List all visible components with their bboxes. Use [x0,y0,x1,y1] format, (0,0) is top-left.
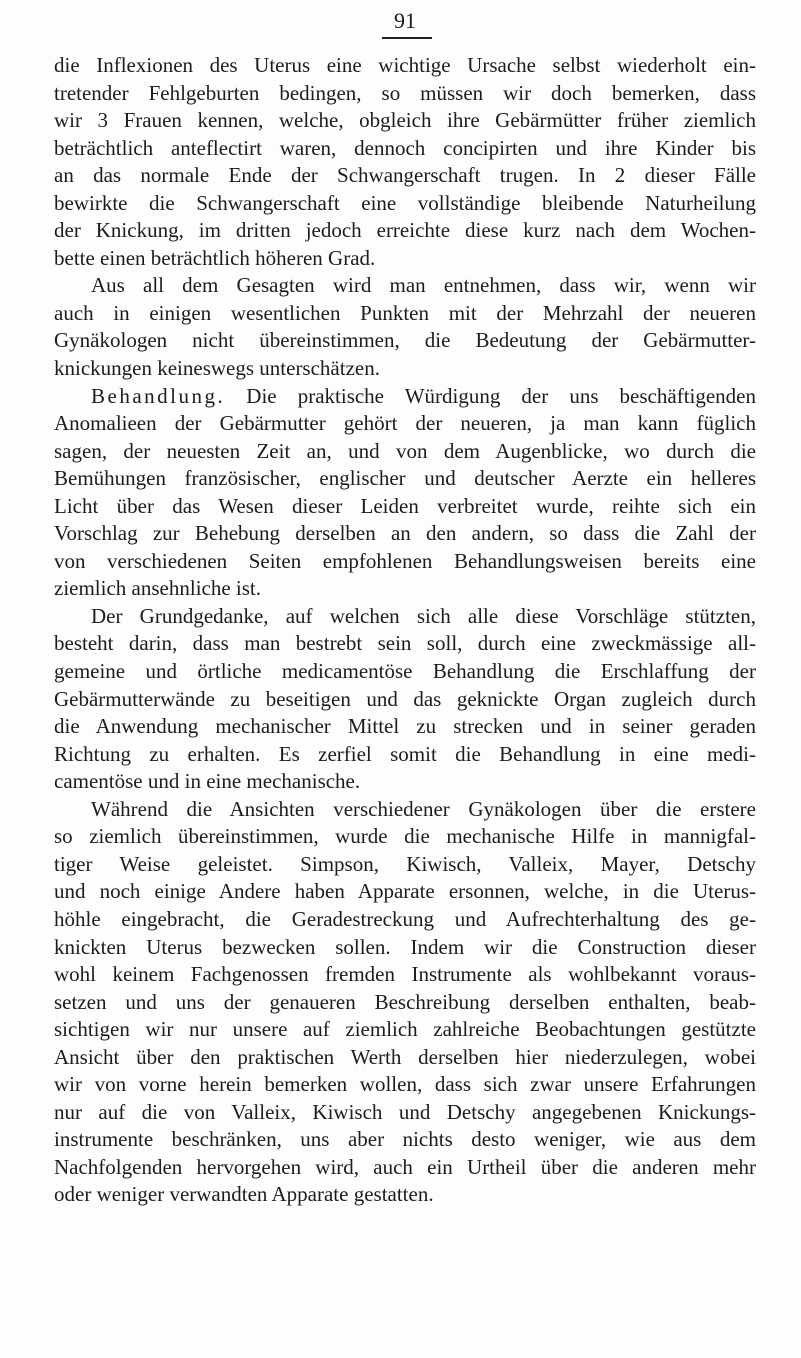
text-line: wir von vorne herein bemerken wollen, dass sich zwar unsere Erfahrungen [54,1072,756,1097]
text-line-rest: Die praktische Würdigung der uns beschäftigenden [225,383,756,408]
text-line: tretender Fehlgeburten bedingen, so müssen wir doch bemerken, dass [54,80,756,105]
text-line: Richtung zu erhalten. Es zerfiel somit die Behandlung in eine medi- [54,741,756,766]
page-number-underline [382,37,432,39]
text-line: und noch einige Andere haben Apparate ersonnen, welche, in die Uterus- [54,879,756,904]
text-line [54,383,756,411]
text-line: knickten Uterus bezwecken sollen. Indem wir die Construction dieser [54,934,756,959]
text-line: besteht darin, dass man bestrebt sein soll, durch eine zweckmässige all- [54,631,756,656]
body-text [54,52,756,1209]
text-line: bewirkte die Schwangerschaft eine vollständige bleibende Naturheilung [54,190,756,215]
text-line: Der Grundgedanke, auf welchen sich alle diese Vorschläge stützten, [91,603,756,628]
page-number: 91 [394,8,416,33]
text-line: Licht über das Wesen dieser Leiden verbreitet wurde, reihte sich ein [54,493,756,518]
text-line: Gynäkologen nicht übereinstimmen, die Bedeutung der Gebärmutter- [54,328,756,353]
text-line: sichtigen wir nur unsere auf ziemlich zahlreiche Beobachtungen gestützte [54,1017,756,1042]
text-line: so ziemlich übereinstimmen, wurde die mechanische Hilfe in mannigfal- [54,824,756,849]
text-line: von verschiedenen Seiten empfohlenen Behandlungsweisen bereits eine [54,548,756,573]
text-line: tiger Weise geleistet. Simpson, Kiwisch, Valleix, Mayer, Detschy [54,851,756,876]
text-line: oder weniger verwandten Apparate gestatten. [54,1182,434,1207]
text-line: Ansicht über den praktischen Werth derselben hier niederzulegen, wobei [54,1044,756,1069]
text-line: auch in einigen wesentlichen Punkten mit der Mehrzahl der neueren [54,300,756,325]
text-line: der Knickung, im dritten jedoch erreichte diese kurz nach dem Wochen- [54,218,756,243]
text-line: Aus all dem Gesagten wird man entnehmen, dass wir, wenn wir [91,273,756,298]
text-line: Vorschlag zur Behebung derselben an den andern, so dass die Zahl der [54,521,756,546]
text-line: gemeine und örtliche medicamentöse Behandlung die Erschlaffung der [54,659,756,684]
text-line: instrumente beschränken, uns aber nichts desto weniger, wie aus dem [54,1127,756,1152]
text-line: an das normale Ende der Schwangerschaft trugen. In 2 dieser Fälle [54,163,756,188]
text-line: Während die Ansichten verschiedener Gynäkologen über die erstere [91,796,756,821]
text-line: wir 3 Frauen kennen, welche, obgleich ihre Gebärmütter früher ziemlich [54,108,756,133]
text-line: sagen, der neuesten Zeit an, und von dem Augenblicke, wo durch die [54,438,756,463]
text-line: wohl keinem Fachgenossen fremden Instrumente als wohlbekannt voraus- [54,962,756,987]
text-line: höhle eingebracht, die Geradestreckung und Aufrechterhaltung des ge- [54,906,756,931]
text-line: ziemlich ansehnliche ist. [54,576,262,601]
text-line: camentöse und in eine mechanische. [54,769,361,794]
text-line: setzen und uns der genaueren Beschreibung derselben enthalten, beab- [54,989,756,1014]
text-line: Nachfolgenden hervorgehen wird, auch ein Urtheil über die anderen mehr [54,1154,756,1179]
text-line: knickungen keineswegs unterschätzen. [54,356,380,381]
text-line: Gebärmutterwände zu beseitigen und das geknickte Organ zugleich durch [54,686,756,711]
text-line: bette einen beträchtlich höheren Grad. [54,245,376,270]
section-heading: Behandlung. [91,383,226,408]
text-line: die Inflexionen des Uterus eine wichtige Ursache selbst wiederholt ein- [54,53,756,77]
text-line: nur auf die von Valleix, Kiwisch und Detschy angegebenen Knickungs- [54,1099,756,1124]
text-line: Bemühungen französischer, englischer und deutscher Aerzte ein helleres [54,466,756,491]
text-line: Anomalieen der Gebärmutter gehört der neueren, ja man kann füglich [54,411,756,436]
text-line: die Anwendung mechanischer Mittel zu strecken und in seiner geraden [54,714,756,739]
text-line: beträchtlich anteflectirt waren, dennoch concipirten und ihre Kinder bis [54,135,756,160]
